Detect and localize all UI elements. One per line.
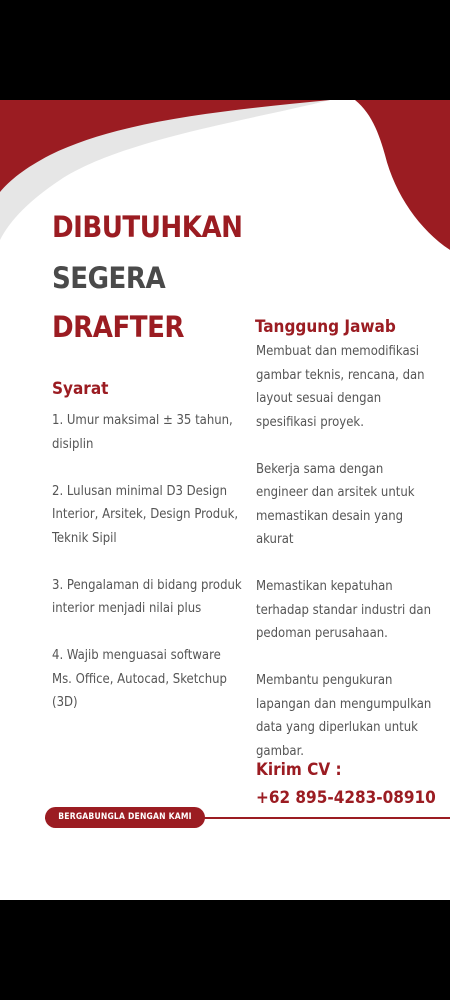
- contact-phone[interactable]: +62 895-4283-08910: [256, 788, 436, 808]
- tanggung-jawab-item: Bekerja sama dengan engineer dan arsitek untuk memastikan desain yang akurat: [256, 461, 415, 547]
- headline-line-2: SEGERA: [52, 261, 166, 295]
- tanggung-jawab-item: Membuat dan memodifikasi gambar teknis, rencana, dan layout sesuai dengan spesifikasi proyek.: [256, 344, 425, 430]
- job-poster: [0, 100, 450, 900]
- syarat-item: 1. Umur maksimal ± 35 tahun, disiplin: [52, 413, 233, 452]
- syarat-item: 3. Pengalaman di bidang produk interior menjadi nilai plus: [52, 577, 242, 616]
- tanggung-jawab-item: Memastikan kepatuhan terhadap standar industri dan pedoman perusahaan.: [256, 579, 431, 641]
- join-us-banner: BERGABUNGLA DENGAN KAMI: [45, 807, 205, 828]
- tanggung-jawab-title: Tanggung Jawab: [255, 317, 396, 337]
- syarat-list: [52, 409, 244, 738]
- tanggung-jawab-item: Membantu pengukuran lapangan dan mengumpulkan data yang diperlukan untuk gambar.: [256, 673, 432, 759]
- contact-label: Kirim CV :: [256, 760, 342, 780]
- headline-line-3: DRAFTER: [52, 310, 184, 344]
- headline-line-1: DIBUTUHKAN: [52, 210, 243, 244]
- syarat-item: 2. Lulusan minimal D3 Design Interior, Arsitek, Design Produk, Teknik Sipil: [52, 483, 239, 546]
- syarat-title: Syarat: [52, 379, 109, 399]
- syarat-item: 4. Wajib menguasai software Ms. Office, Autocad, Sketchup (3D): [52, 648, 227, 710]
- red-wave-right: [355, 100, 450, 250]
- tanggung-jawab-list: [256, 340, 438, 787]
